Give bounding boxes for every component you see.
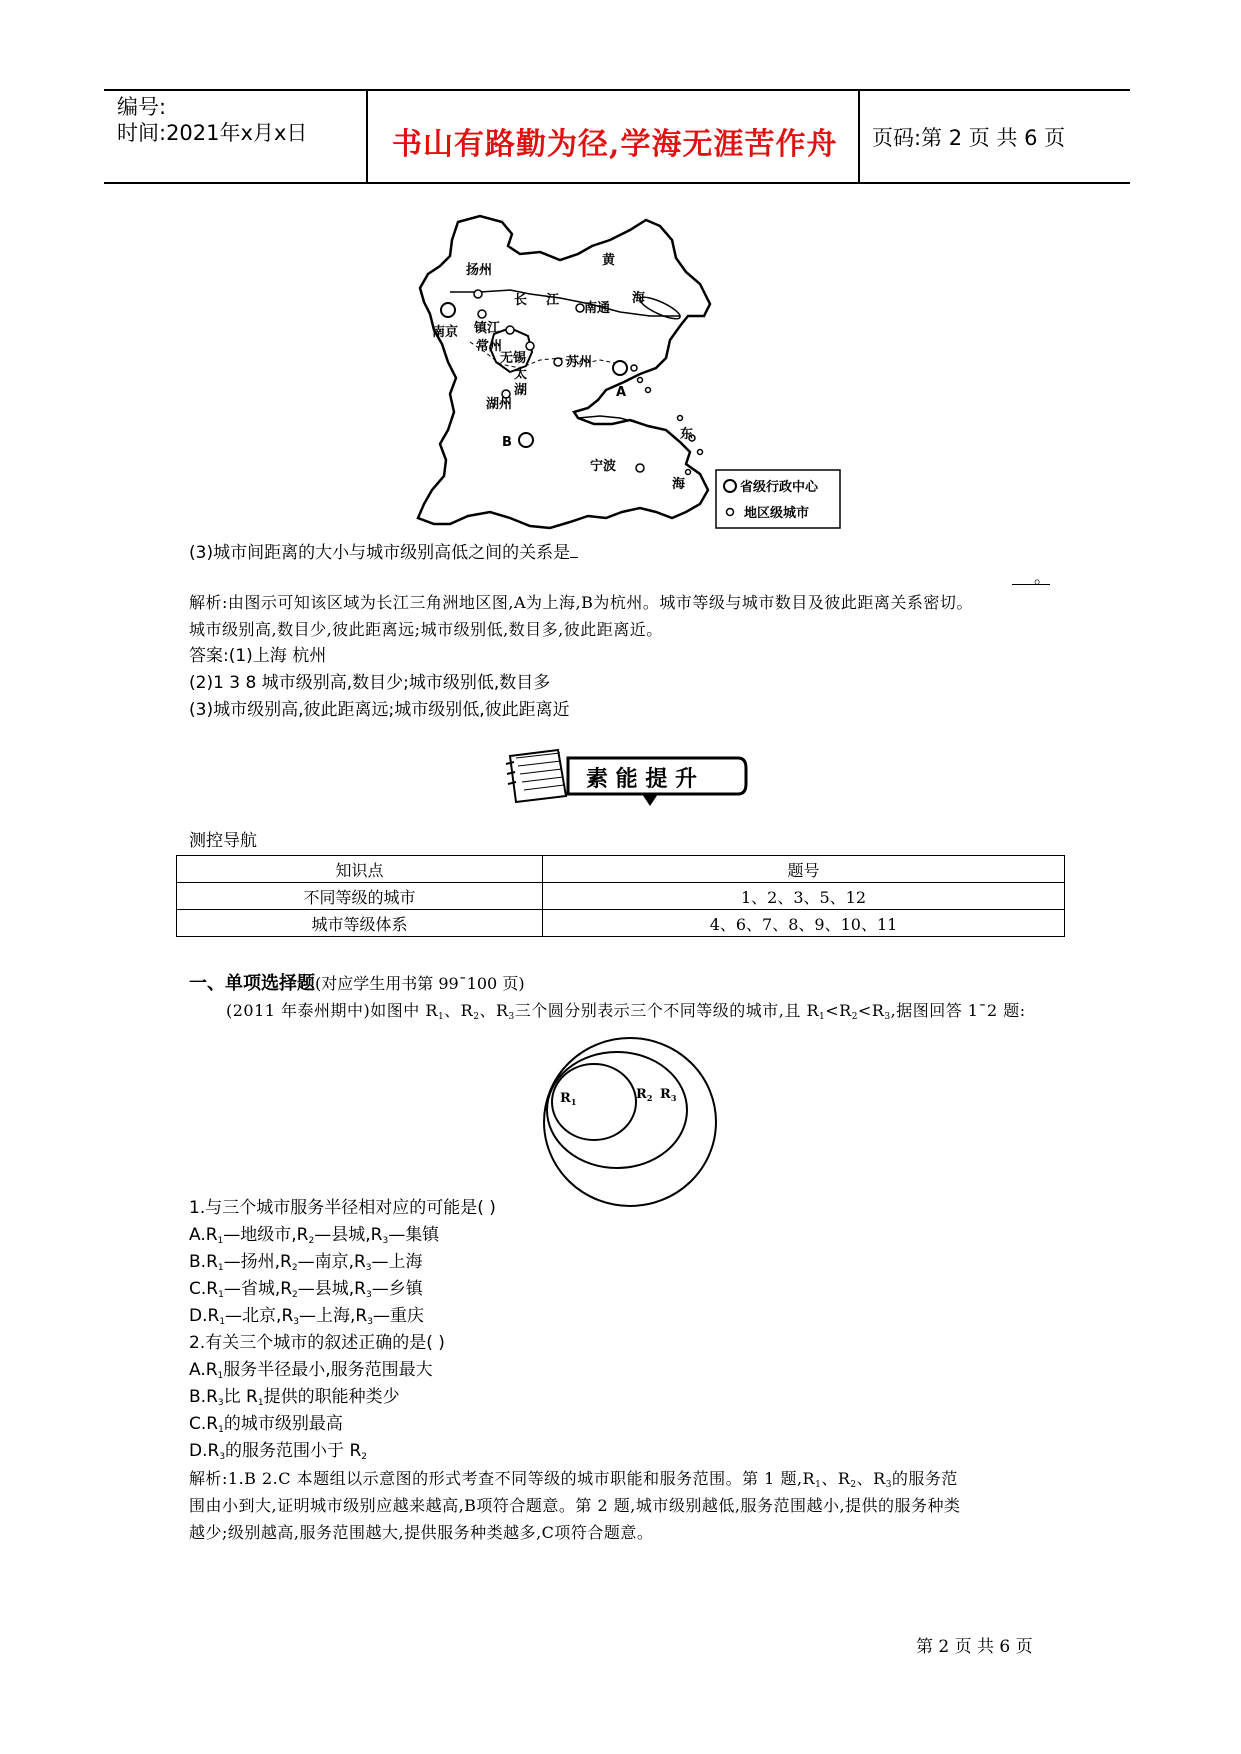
label-r2: $R_2$ [636, 1087, 653, 1103]
label-wuxi: 无锡 [500, 351, 527, 366]
yangzhou-marker [474, 290, 482, 298]
label-dong: 东 [680, 427, 694, 442]
label-zhenjiang: 镇江 [474, 321, 501, 336]
label-ningbo: 宁波 [590, 459, 617, 474]
label-a: A [616, 385, 627, 400]
label-jiang: 江 [546, 293, 560, 308]
q1-stem: 1.与三个城市服务半径相对应的可能是( ) [189, 1198, 496, 1218]
nav-title: 测控导航 [189, 831, 257, 851]
nav-table [176, 855, 1065, 937]
ningbo-marker [636, 464, 644, 472]
header-number: 编号: [117, 95, 167, 119]
legend-prefecture: 地区级城市 [744, 506, 810, 521]
label-b: B [502, 435, 512, 450]
answer1-line2: (2)1 3 8 城市级别高,数目少;城市级别低,数目多 [189, 673, 551, 693]
header-divider-right [858, 89, 860, 183]
label-hu: 湖 [514, 383, 528, 398]
label-huang: 黄 [602, 253, 616, 268]
q1-option-d: $D.R_1—$北京$,R_3—$上海$,R_3—$重庆 [189, 1306, 424, 1327]
q2-stem: 2.有关三个城市的叙述正确的是( ) [189, 1333, 445, 1353]
label-chang: 长 [514, 293, 528, 308]
table-row [177, 883, 1065, 910]
label-hai2: 海 [672, 477, 686, 492]
header-divider-left [366, 89, 368, 183]
table-row [177, 856, 1065, 883]
banner-pointer [642, 794, 658, 806]
answer1-line3: (3)城市级别高,彼此距离远;城市级别低,彼此距离近 [189, 700, 570, 720]
wuxi-marker [526, 342, 534, 350]
analysis1-line1: 解析:由图示可知该区域为长江三角洲地区图,A为上海,B为杭州。城市等级与城市数目及彼此距离关系密切。 [189, 593, 973, 612]
q1-option-c: $C.R_1—$省城$,R_2—$县城$,R_3—$乡镇 [189, 1279, 423, 1300]
legend-provincial: 省级行政中心 [740, 480, 819, 495]
header-page-label: 页码:第 2 页 共 6 页 [872, 126, 1066, 150]
label-nanjing: 南京 [432, 325, 459, 340]
analysis2-line3: 越少;级别越高,服务范围越大,提供服务种类越多,C项符合题意。 [189, 1523, 654, 1542]
analysis2-line2: 围由小到大,证明城市级别应越来越高,B项符合题意。第 2 题,城市级别越低,服务范围越小,提供的服务种类 [189, 1496, 961, 1515]
q2-option-d: $D.R_3$的服务范围小于 $R_2$ [189, 1441, 367, 1462]
table-cell: 1、2、3、5、12 [543, 883, 1065, 910]
header-bottom-rule [104, 182, 1130, 184]
q1-option-a: $A.R_1—$地级市$,R_2—$县城$,R_3—$集镇 [189, 1225, 440, 1246]
q3-tail: 。 [1034, 568, 1051, 588]
table-row [177, 910, 1065, 937]
label-tai: 太 [514, 367, 528, 382]
q2-option-b: $B.R_3$比 $R_1$提供的职能种类少 [189, 1387, 400, 1408]
label-suzhou: 苏州 [566, 355, 593, 370]
answer1-line1: 答案:(1)上海 杭州 [189, 646, 327, 666]
table-header-cell: 知识点 [177, 856, 543, 883]
yangtze-delta-map [410, 212, 850, 532]
label-r1: $R_1$ [560, 1091, 577, 1107]
footer-page: 第 2 页 共 6 页 [916, 1637, 1033, 1657]
intro-text: (2011 年泰州期中)如图中 $R_1$、$R_2$、$R_3$三个圆分别表示三个不同等级的城市,且 $R_1<R_2<R_3$,据图回答 1¯2 题: [226, 1001, 1026, 1022]
map-outline [418, 216, 710, 528]
header-motto: 书山有路勤为径,学海无涯苦作舟 [392, 127, 838, 162]
table-cell: 4、6、7、8、9、10、11 [543, 910, 1065, 937]
label-yangzhou: 扬州 [466, 263, 493, 278]
label-huzhou: 湖州 [486, 397, 513, 412]
q2-option-a: $A.R_1$服务半径最小,服务范围最大 [189, 1360, 433, 1381]
suzhou-marker [554, 358, 562, 366]
analysis2-line1: 解析:1.B 2.C 本题组以示意图的形式考查不同等级的城市职能和服务范围。第 1 题$,R_1$、$R_2$、$R_3$的服务范 [189, 1469, 958, 1490]
nantong-marker [576, 304, 584, 312]
section1-heading [189, 970, 525, 997]
banner-title: 素 能 提 升 [586, 767, 697, 792]
section-banner [500, 744, 750, 814]
label-hai1: 海 [632, 291, 646, 306]
q1-option-b: $B.R_1—$扬州$,R_2—$南京$,R_3—$上海 [189, 1252, 423, 1273]
table-cell: 城市等级体系 [177, 910, 543, 937]
zhenjiang-marker [478, 310, 486, 318]
label-nantong: 南通 [584, 301, 611, 316]
label-changzhou: 常州 [476, 339, 503, 354]
nanjing-marker [441, 303, 455, 317]
q2-option-c: $C.R_1$的城市级别最高 [189, 1414, 343, 1435]
section1-title: 一、单项选择题 [189, 973, 315, 994]
table-header-cell: 题号 [543, 856, 1065, 883]
label-r3: $R_3$ [660, 1087, 677, 1103]
header-top-rule [104, 89, 1130, 91]
circles-diagram [532, 1030, 732, 1210]
b-marker [519, 433, 533, 447]
analysis1-line2: 城市级别高,数目少,彼此距离远;城市级别低,数目多,彼此距离近。 [189, 620, 663, 639]
section1-note: (对应学生用书第 99¯100 页) [315, 974, 525, 993]
table-cell: 不同等级的城市 [177, 883, 543, 910]
header-time: 时间:2021年x月x日 [117, 121, 308, 145]
changzhou-marker [506, 326, 514, 334]
q3-text: (3)城市间距离的大小与城市级别高低之间的关系是 [189, 539, 578, 567]
a-marker [613, 361, 627, 375]
